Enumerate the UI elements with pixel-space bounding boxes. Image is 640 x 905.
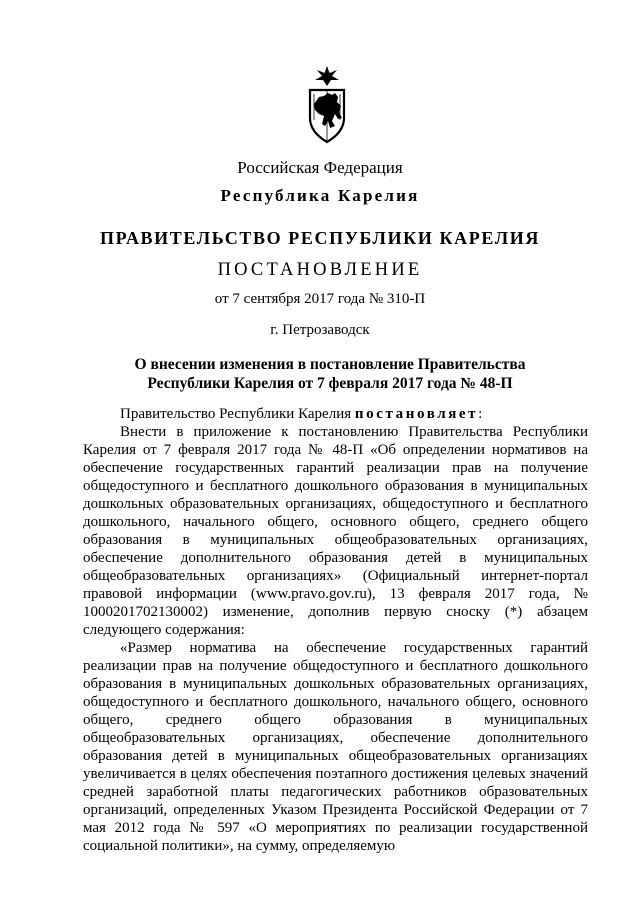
decree-body	[83, 405, 588, 855]
body-paragraph-1: Внести в приложение к постановлению Правительства Республики Карелия от 7 февраля 2017 года № 48-П «Об определении нормативов на обеспечение государственных гарантий реализации прав на получение общедоступного и бесплатного дошкольного образования в муниципальных дошкольных образовательных организациях, общедоступного и бесплатного дошкольного, начального общего, основного общего, среднего общего образования в муниципальных общеобразовательных организациях, обеспечение дополнительного образования детей в муниципальных общеобразовательных организациях» (Официальный интернет-портал правовой информации (www.pravo.gov.ru), 13 февраля 2017 года, № 1000201702130002) изменение, дополнив первую сноску (*) абзацем следующего содержания:	[83, 424, 588, 638]
government-heading: ПРАВИТЕЛЬСТВО РЕСПУБЛИКИ КАРЕЛИЯ	[100, 228, 540, 248]
republic-name: Республика Карелия	[220, 186, 420, 205]
decree-title-line-2: Республики Карелия от 7 февраля 2017 года № 48-П	[147, 375, 513, 392]
body-paragraph-2: «Размер норматива на обеспечение государственных гарантий реализации прав на получение общедоступного и бесплатного дошкольного образования в муниципальных дошкольных образовательных организациях, общедоступного и бесплатного дошкольного, начального общего, основного общего, среднего общего образования в муниципальных общеобразовательных организациях, обеспечение дополнительного образования детей в муниципальных общеобразовательных организациях увеличивается в целях обеспечения поэтапного достижения целевых значений средней заработной платы педагогических работников образовательных организаций, определенных Указом Президента Российской Федерации от 7 мая 2012 года № 597 «О мероприятиях по реализации государственной социальной политики», на сумму, определяемую	[83, 640, 588, 854]
intro-text: Правительство Республики Карелия	[120, 406, 352, 422]
intro-paragraph	[83, 405, 588, 423]
city-name: г. Петрозаводск	[270, 322, 370, 338]
decree-dateline: от 7 сентября 2017 года № 310-П	[214, 291, 426, 307]
intro-verb: постановляет	[354, 406, 479, 422]
decree-title-line-1: О внесении изменения в постановление Правительства	[134, 356, 526, 373]
intro-colon: :	[478, 406, 483, 422]
document-type-heading: ПОСТАНОВЛЕНИЕ	[217, 260, 423, 280]
decree-title	[100, 355, 560, 393]
country-name: Российская Федерация	[237, 158, 403, 177]
coat-of-arms-emblem	[305, 66, 349, 146]
